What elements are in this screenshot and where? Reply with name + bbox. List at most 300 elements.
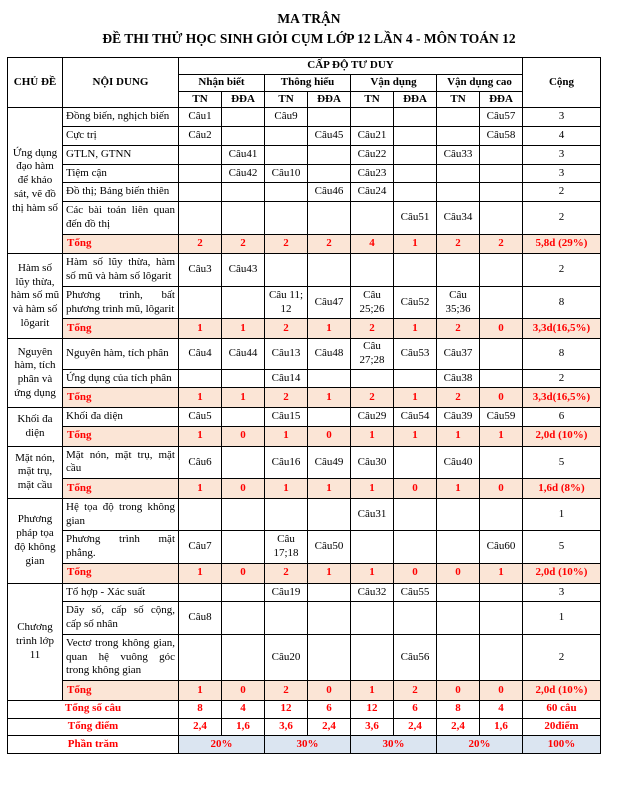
- tong-count-cell: 2: [265, 234, 308, 254]
- col-header-dda-1: ĐĐA: [308, 91, 351, 108]
- tong-row: [8, 563, 601, 583]
- question-cell: [308, 602, 351, 635]
- row-total-cell: 4: [523, 127, 601, 146]
- tong-count-cell: 0: [308, 681, 351, 701]
- tong-count-cell: 0: [480, 388, 523, 408]
- question-cell: [179, 583, 222, 602]
- question-cell: Câu56: [394, 634, 437, 680]
- document-title: [0, 0, 618, 48]
- content-row: [8, 446, 601, 479]
- row-total-cell: 1: [523, 498, 601, 531]
- question-cell: Câu30: [351, 446, 394, 479]
- question-cell: [394, 145, 437, 164]
- question-cell: Câu14: [265, 369, 308, 388]
- question-cell: Câu51: [394, 202, 437, 235]
- col-header-level-3: Vận dụng cao: [437, 74, 523, 91]
- tong-count-cell: 1: [265, 426, 308, 446]
- question-cell: [480, 183, 523, 202]
- tong-total-cell: 3,3d(16,5%): [523, 319, 601, 339]
- content-row: [8, 498, 601, 531]
- content-cell: Khối đa diện: [63, 408, 179, 427]
- tong-count-cell: 1: [308, 388, 351, 408]
- tong-count-cell: 0: [308, 426, 351, 446]
- question-cell: [222, 286, 265, 319]
- question-cell: [265, 145, 308, 164]
- question-cell: [437, 498, 480, 531]
- question-cell: Câu9: [265, 108, 308, 127]
- question-cell: [437, 602, 480, 635]
- question-cell: Câu42: [222, 164, 265, 183]
- footer-value-cell: 3,6: [351, 718, 394, 736]
- col-header-tn-0: TN: [179, 91, 222, 108]
- question-cell: [394, 183, 437, 202]
- question-cell: [351, 108, 394, 127]
- question-cell: Câu45: [308, 127, 351, 146]
- tong-count-cell: 2: [308, 234, 351, 254]
- row-total-cell: 6: [523, 408, 601, 427]
- tong-count-cell: 2: [351, 388, 394, 408]
- question-cell: Câu41: [222, 145, 265, 164]
- question-cell: [179, 286, 222, 319]
- question-cell: Câu5: [179, 408, 222, 427]
- question-cell: [351, 202, 394, 235]
- percent-cell: 20%: [437, 736, 523, 754]
- footer-total-cell: 20điểm: [523, 718, 601, 736]
- tong-count-cell: 1: [394, 319, 437, 339]
- tong-count-cell: 2: [437, 319, 480, 339]
- title-line-2: ĐỀ THI THỬ HỌC SINH GIỎI CỤM LỚP 12 LẦN 4 - MÔN TOÁN 12: [102, 30, 516, 46]
- tong-count-cell: 0: [222, 563, 265, 583]
- footer-value-cell: 1,6: [480, 718, 523, 736]
- question-cell: [480, 339, 523, 370]
- question-cell: [394, 602, 437, 635]
- question-cell: Câu3: [179, 254, 222, 287]
- question-cell: Câu13: [265, 339, 308, 370]
- question-cell: [394, 446, 437, 479]
- question-cell: [179, 202, 222, 235]
- col-header-dda-2: ĐĐA: [394, 91, 437, 108]
- question-cell: [308, 164, 351, 183]
- question-cell: Câu50: [308, 531, 351, 564]
- question-cell: [394, 164, 437, 183]
- question-cell: [394, 498, 437, 531]
- col-header-cap-do-tu-duy: CẤP ĐỘ TƯ DUY: [179, 58, 523, 75]
- question-cell: [222, 446, 265, 479]
- row-total-cell: 8: [523, 339, 601, 370]
- question-cell: [222, 498, 265, 531]
- footer-value-cell: 1,6: [222, 718, 265, 736]
- tong-label-cell: Tổng: [63, 563, 179, 583]
- footer-value-cell: 2,4: [394, 718, 437, 736]
- question-cell: Câu1: [179, 108, 222, 127]
- tong-count-cell: 2: [437, 388, 480, 408]
- footer-total-cell: 100%: [523, 736, 601, 754]
- row-total-cell: 3: [523, 164, 601, 183]
- col-header-tn-3: TN: [437, 91, 480, 108]
- question-cell: [222, 602, 265, 635]
- question-cell: [308, 202, 351, 235]
- tong-count-cell: 1: [179, 319, 222, 339]
- tong-count-cell: 1: [351, 563, 394, 583]
- col-header-dda-3: ĐĐA: [480, 91, 523, 108]
- question-cell: [480, 446, 523, 479]
- tong-count-cell: 2: [265, 563, 308, 583]
- footer-row: [8, 736, 601, 754]
- tong-count-cell: 1: [394, 388, 437, 408]
- tong-count-cell: 1: [265, 479, 308, 499]
- row-total-cell: 5: [523, 446, 601, 479]
- tong-count-cell: 2: [265, 319, 308, 339]
- tong-count-cell: 0: [222, 479, 265, 499]
- content-row: [8, 531, 601, 564]
- footer-value-cell: 12: [265, 700, 308, 718]
- question-cell: Câu58: [480, 127, 523, 146]
- question-cell: Câu49: [308, 446, 351, 479]
- question-cell: Câu19: [265, 583, 308, 602]
- content-cell: Tổ hợp - Xác suất: [63, 583, 179, 602]
- question-cell: [265, 602, 308, 635]
- question-cell: [222, 583, 265, 602]
- question-cell: [394, 254, 437, 287]
- question-cell: Câu48: [308, 339, 351, 370]
- question-cell: [308, 369, 351, 388]
- question-cell: Câu23: [351, 164, 394, 183]
- question-cell: Câu39: [437, 408, 480, 427]
- question-cell: Câu21: [351, 127, 394, 146]
- content-cell: Đồng biến, nghịch biến: [63, 108, 179, 127]
- question-cell: Câu43: [222, 254, 265, 287]
- question-cell: Câu33: [437, 145, 480, 164]
- row-total-cell: 3: [523, 145, 601, 164]
- question-cell: [308, 408, 351, 427]
- header-row-1: [8, 58, 601, 75]
- row-total-cell: 2: [523, 202, 601, 235]
- question-cell: Câu 35;36: [437, 286, 480, 319]
- question-cell: Câu 27;28: [351, 339, 394, 370]
- tong-row: [8, 681, 601, 701]
- question-cell: Câu16: [265, 446, 308, 479]
- col-header-noi-dung: NỘI DUNG: [63, 58, 179, 108]
- question-cell: Câu8: [179, 602, 222, 635]
- question-cell: [308, 583, 351, 602]
- tong-count-cell: 1: [179, 563, 222, 583]
- content-row: [8, 583, 601, 602]
- question-cell: Câu29: [351, 408, 394, 427]
- tong-row: [8, 234, 601, 254]
- tong-count-cell: 0: [480, 681, 523, 701]
- tong-count-cell: 2: [265, 388, 308, 408]
- question-cell: [179, 369, 222, 388]
- footer-value-cell: 8: [437, 700, 480, 718]
- tong-count-cell: 0: [222, 426, 265, 446]
- row-total-cell: 2: [523, 183, 601, 202]
- col-header-dda-0: ĐĐA: [222, 91, 265, 108]
- tong-row: [8, 319, 601, 339]
- question-cell: [308, 254, 351, 287]
- tong-total-cell: 5,8d (29%): [523, 234, 601, 254]
- question-cell: Câu37: [437, 339, 480, 370]
- content-row: [8, 202, 601, 235]
- percent-cell: 20%: [179, 736, 265, 754]
- row-total-cell: 1: [523, 602, 601, 635]
- tong-count-cell: 1: [308, 479, 351, 499]
- tong-row: [8, 388, 601, 408]
- question-cell: Câu44: [222, 339, 265, 370]
- tong-count-cell: 1: [222, 388, 265, 408]
- tong-row: [8, 426, 601, 446]
- tong-count-cell: 1: [437, 479, 480, 499]
- question-cell: [308, 108, 351, 127]
- percent-cell: 30%: [265, 736, 351, 754]
- matrix-table-body: [8, 58, 601, 754]
- question-cell: Câu32: [351, 583, 394, 602]
- row-total-cell: 3: [523, 108, 601, 127]
- footer-value-cell: 2,4: [179, 718, 222, 736]
- question-cell: Câu4: [179, 339, 222, 370]
- question-cell: [480, 369, 523, 388]
- topic-cell: Chương trình lớp 11: [8, 583, 63, 700]
- content-row: [8, 127, 601, 146]
- question-cell: [480, 164, 523, 183]
- question-cell: [437, 183, 480, 202]
- tong-label-cell: Tổng: [63, 681, 179, 701]
- tong-count-cell: 0: [394, 563, 437, 583]
- question-cell: [437, 164, 480, 183]
- matrix-table: [7, 57, 601, 754]
- footer-value-cell: 2,4: [437, 718, 480, 736]
- question-cell: [265, 498, 308, 531]
- tong-count-cell: 2: [351, 319, 394, 339]
- content-cell: Các bài toán liên quan đến đồ thị: [63, 202, 179, 235]
- tong-count-cell: 2: [394, 681, 437, 701]
- question-cell: [437, 531, 480, 564]
- tong-count-cell: 1: [480, 563, 523, 583]
- content-row: [8, 145, 601, 164]
- tong-count-cell: 0: [437, 563, 480, 583]
- question-cell: [179, 145, 222, 164]
- tong-count-cell: 2: [179, 234, 222, 254]
- question-cell: [222, 127, 265, 146]
- footer-label-cell: Phần trăm: [8, 736, 179, 754]
- footer-value-cell: 2,4: [308, 718, 351, 736]
- tong-count-cell: 1: [394, 234, 437, 254]
- footer-value-cell: 6: [308, 700, 351, 718]
- question-cell: [179, 634, 222, 680]
- question-cell: Câu7: [179, 531, 222, 564]
- question-cell: Câu15: [265, 408, 308, 427]
- tong-count-cell: 0: [437, 681, 480, 701]
- question-cell: Câu47: [308, 286, 351, 319]
- content-cell: Đồ thị; Bảng biến thiên: [63, 183, 179, 202]
- question-cell: [394, 531, 437, 564]
- question-cell: [437, 634, 480, 680]
- question-cell: [351, 254, 394, 287]
- topic-cell: Nguyên hàm, tích phân và ứng dụng: [8, 339, 63, 408]
- tong-count-cell: 1: [437, 426, 480, 446]
- question-cell: Câu59: [480, 408, 523, 427]
- tong-label-cell: Tổng: [63, 234, 179, 254]
- content-cell: Phương trình, bất phương trình mũ, lôgarit: [63, 286, 179, 319]
- question-cell: [437, 254, 480, 287]
- tong-count-cell: 1: [179, 426, 222, 446]
- tong-total-cell: 2,0d (10%): [523, 563, 601, 583]
- question-cell: [394, 127, 437, 146]
- question-cell: Câu 25;26: [351, 286, 394, 319]
- tong-label-cell: Tổng: [63, 426, 179, 446]
- question-cell: [480, 254, 523, 287]
- question-cell: [480, 498, 523, 531]
- col-header-level-1: Thông hiểu: [265, 74, 351, 91]
- content-cell: Hàm số lũy thừa, hàm số mũ và hàm số lôgarit: [63, 254, 179, 287]
- footer-value-cell: 4: [480, 700, 523, 718]
- content-row: [8, 164, 601, 183]
- question-cell: Câu52: [394, 286, 437, 319]
- topic-cell: Phương pháp tọa độ không gian: [8, 498, 63, 583]
- question-cell: [179, 183, 222, 202]
- question-cell: [265, 127, 308, 146]
- col-header-level-0: Nhận biết: [179, 74, 265, 91]
- tong-total-cell: 2,0d (10%): [523, 426, 601, 446]
- tong-count-cell: 2: [437, 234, 480, 254]
- content-row: [8, 183, 601, 202]
- question-cell: Câu46: [308, 183, 351, 202]
- question-cell: [480, 286, 523, 319]
- footer-row: [8, 700, 601, 718]
- tong-count-cell: 1: [394, 426, 437, 446]
- footer-label-cell: Tổng điểm: [8, 718, 179, 736]
- content-cell: Vectơ trong không gian, quan hệ vuông góc trong không gian: [63, 634, 179, 680]
- tong-count-cell: 2: [265, 681, 308, 701]
- question-cell: Câu34: [437, 202, 480, 235]
- tong-count-cell: 1: [179, 479, 222, 499]
- content-cell: Cực trị: [63, 127, 179, 146]
- question-cell: Câu57: [480, 108, 523, 127]
- content-cell: Nguyên hàm, tích phân: [63, 339, 179, 370]
- title-line-1: MA TRẬN: [277, 11, 341, 26]
- tong-row: [8, 479, 601, 499]
- question-cell: Câu22: [351, 145, 394, 164]
- tong-label-cell: Tổng: [63, 388, 179, 408]
- content-cell: Phương trình mặt phẳng.: [63, 531, 179, 564]
- row-total-cell: 8: [523, 286, 601, 319]
- content-row: [8, 339, 601, 370]
- tong-count-cell: 0: [480, 319, 523, 339]
- tong-count-cell: 2: [480, 234, 523, 254]
- col-header-tn-1: TN: [265, 91, 308, 108]
- question-cell: [437, 108, 480, 127]
- footer-value-cell: 3,6: [265, 718, 308, 736]
- footer-value-cell: 4: [222, 700, 265, 718]
- question-cell: [308, 145, 351, 164]
- question-cell: [222, 183, 265, 202]
- tong-count-cell: 1: [351, 426, 394, 446]
- row-total-cell: 2: [523, 254, 601, 287]
- question-cell: Câu54: [394, 408, 437, 427]
- question-cell: Câu 11; 12: [265, 286, 308, 319]
- question-cell: [222, 408, 265, 427]
- topic-cell: Mặt nón, mặt trụ, mặt cầu: [8, 446, 63, 498]
- question-cell: [351, 531, 394, 564]
- tong-total-cell: 2,0d (10%): [523, 681, 601, 701]
- content-row: [8, 286, 601, 319]
- footer-label-cell: Tổng số câu: [8, 700, 179, 718]
- content-row: [8, 254, 601, 287]
- question-cell: [265, 202, 308, 235]
- row-total-cell: 3: [523, 583, 601, 602]
- question-cell: Câu6: [179, 446, 222, 479]
- question-cell: Câu40: [437, 446, 480, 479]
- tong-count-cell: 1: [308, 563, 351, 583]
- question-cell: [222, 531, 265, 564]
- row-total-cell: 2: [523, 369, 601, 388]
- footer-row: [8, 718, 601, 736]
- question-cell: [351, 634, 394, 680]
- content-row: [8, 602, 601, 635]
- question-cell: Câu38: [437, 369, 480, 388]
- question-cell: [480, 634, 523, 680]
- footer-value-cell: 6: [394, 700, 437, 718]
- question-cell: [394, 369, 437, 388]
- question-cell: [222, 369, 265, 388]
- question-cell: [222, 634, 265, 680]
- percent-cell: 30%: [351, 736, 437, 754]
- tong-count-cell: 1: [222, 319, 265, 339]
- question-cell: [222, 108, 265, 127]
- tong-count-cell: 1: [351, 681, 394, 701]
- tong-count-cell: 0: [480, 479, 523, 499]
- content-cell: Tiệm cận: [63, 164, 179, 183]
- col-header-level-2: Vận dụng: [351, 74, 437, 91]
- question-cell: Câu20: [265, 634, 308, 680]
- tong-count-cell: 2: [222, 234, 265, 254]
- footer-value-cell: 12: [351, 700, 394, 718]
- col-header-cong: Cộng: [523, 58, 601, 108]
- question-cell: [222, 202, 265, 235]
- tong-total-cell: 3,3d(16,5%): [523, 388, 601, 408]
- question-cell: [437, 127, 480, 146]
- footer-total-cell: 60 câu: [523, 700, 601, 718]
- question-cell: Câu31: [351, 498, 394, 531]
- question-cell: [265, 183, 308, 202]
- tong-count-cell: 0: [394, 479, 437, 499]
- question-cell: Câu2: [179, 127, 222, 146]
- topic-cell: Hàm số lũy thừa, hàm số mũ và hàm số lôgarit: [8, 254, 63, 339]
- question-cell: [480, 602, 523, 635]
- question-cell: Câu53: [394, 339, 437, 370]
- question-cell: [351, 602, 394, 635]
- content-row: [8, 369, 601, 388]
- content-cell: Ứng dụng của tích phân: [63, 369, 179, 388]
- col-header-tn-2: TN: [351, 91, 394, 108]
- question-cell: [179, 498, 222, 531]
- content-row: [8, 108, 601, 127]
- tong-count-cell: 1: [179, 681, 222, 701]
- question-cell: [437, 583, 480, 602]
- topic-cell: Khối đa diện: [8, 408, 63, 447]
- question-cell: [480, 583, 523, 602]
- tong-count-cell: 1: [351, 479, 394, 499]
- tong-count-cell: 1: [308, 319, 351, 339]
- footer-value-cell: 8: [179, 700, 222, 718]
- question-cell: Câu10: [265, 164, 308, 183]
- content-row: [8, 634, 601, 680]
- tong-count-cell: 1: [179, 388, 222, 408]
- tong-label-cell: Tổng: [63, 319, 179, 339]
- question-cell: Câu55: [394, 583, 437, 602]
- col-header-chu-de: CHỦ ĐỀ: [8, 58, 63, 108]
- content-cell: GTLN, GTNN: [63, 145, 179, 164]
- tong-count-cell: 1: [480, 426, 523, 446]
